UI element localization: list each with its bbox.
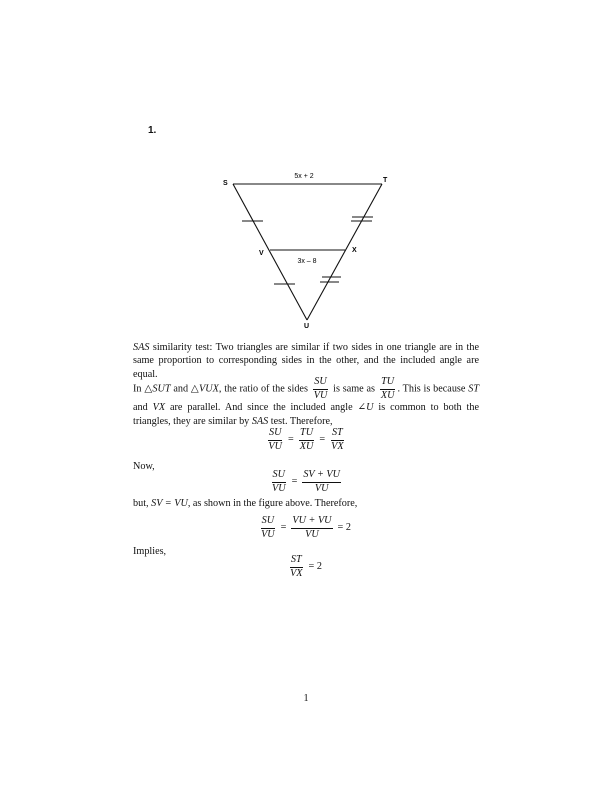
sas-term: SAS [133, 342, 150, 353]
vertex-label-t: T [383, 177, 388, 184]
question-number: 1. [148, 125, 157, 136]
segment-vx-ref: VX [152, 402, 166, 414]
text-run: and [170, 383, 191, 395]
fraction [299, 428, 315, 452]
fraction-numerator: SU [272, 470, 286, 483]
sas-term: SAS [251, 415, 269, 427]
vertex-label-s: S [223, 180, 228, 187]
fraction [267, 428, 283, 452]
fraction [330, 428, 344, 452]
vertex-label-u: U [304, 323, 310, 330]
sas-definition-text: similarity test: Two triangles are similar if two sides in one triangle are in the same proportion to corresponding sides in the other, and the included angle are equal. [133, 342, 479, 380]
fraction-numerator: ST [331, 428, 344, 441]
segment-st-ref: ST [468, 383, 480, 395]
fraction-denominator: VU [261, 528, 275, 540]
but-statement [133, 497, 479, 510]
fraction [302, 470, 341, 494]
text-run: and [133, 402, 153, 414]
equals-sign: = [319, 434, 326, 446]
text-run: is common to both the triangles, they are similar by [133, 402, 479, 427]
fraction-numerator: VU + VU [291, 516, 332, 529]
text-run: is same as [330, 383, 378, 395]
triangle-sut: △SUT [144, 383, 171, 395]
page-number: 1 [303, 693, 309, 704]
equals-sign: = [280, 522, 287, 534]
paragraph-ratio-argument [133, 377, 479, 428]
equation-final [133, 555, 479, 579]
fraction-numerator: ST [290, 555, 303, 568]
fraction-numerator: SU [261, 516, 275, 529]
sv-equals-vu: SV = VU [151, 498, 188, 509]
fraction-numerator: TU [380, 377, 395, 390]
fraction-numerator: SU [268, 428, 282, 441]
fraction-denominator: XU [380, 389, 395, 401]
fraction-denominator: VU [313, 389, 328, 401]
angle-u-ref: ∠U [357, 402, 374, 414]
implies-label: Implies, [133, 546, 167, 557]
side-su [233, 184, 307, 320]
equals-two: = 2 [308, 561, 322, 573]
equals-sign: = [288, 434, 294, 446]
side-tu [307, 184, 382, 320]
text-run: . This is because [397, 383, 469, 395]
equals-sign: = [291, 476, 298, 488]
fraction-denominator: VU [314, 482, 329, 494]
equals-two: = 2 [337, 522, 351, 534]
fraction-denominator: VU [271, 482, 286, 494]
vertex-label-x: X [352, 247, 357, 254]
fraction-numerator: SV + VU [302, 470, 341, 483]
fraction-denominator: VU [268, 440, 283, 452]
fraction [289, 555, 303, 579]
triangle-vux: △VUX [190, 383, 219, 395]
fraction-denominator: VX [290, 567, 303, 579]
text-run: , as shown in the figure above. Therefore, [187, 498, 358, 509]
paragraph-sas-definition [133, 341, 479, 381]
text-run: but, [133, 498, 152, 509]
text-run: are parallel. And since the included angle [165, 402, 358, 414]
side-label-vx: 3x – 8 [297, 258, 317, 265]
text-run: In [133, 383, 145, 395]
text-run: , the ratio of the sides [218, 383, 311, 395]
fraction-numerator: TU [299, 428, 314, 441]
triangle-figure [212, 160, 404, 338]
text-run: test. Therefore, [268, 415, 333, 427]
now-label: Now, [133, 461, 155, 472]
fraction-denominator: VX [331, 440, 344, 452]
fraction-numerator: SU [313, 377, 327, 390]
fraction-denominator: VU [305, 528, 319, 540]
fraction-tu-xu [380, 377, 396, 401]
fraction [291, 516, 332, 540]
fraction [260, 516, 276, 540]
fraction-su-vu [313, 377, 329, 401]
equation-ratio-two [133, 516, 479, 540]
side-label-st: 5x + 2 [294, 173, 314, 180]
triangle-diagram [212, 160, 404, 338]
equation-ratio-equality [133, 428, 479, 452]
vertex-label-v: V [259, 250, 264, 257]
fraction-denominator: XU [299, 440, 314, 452]
fraction [271, 470, 287, 494]
equation-su-sum [133, 470, 479, 494]
